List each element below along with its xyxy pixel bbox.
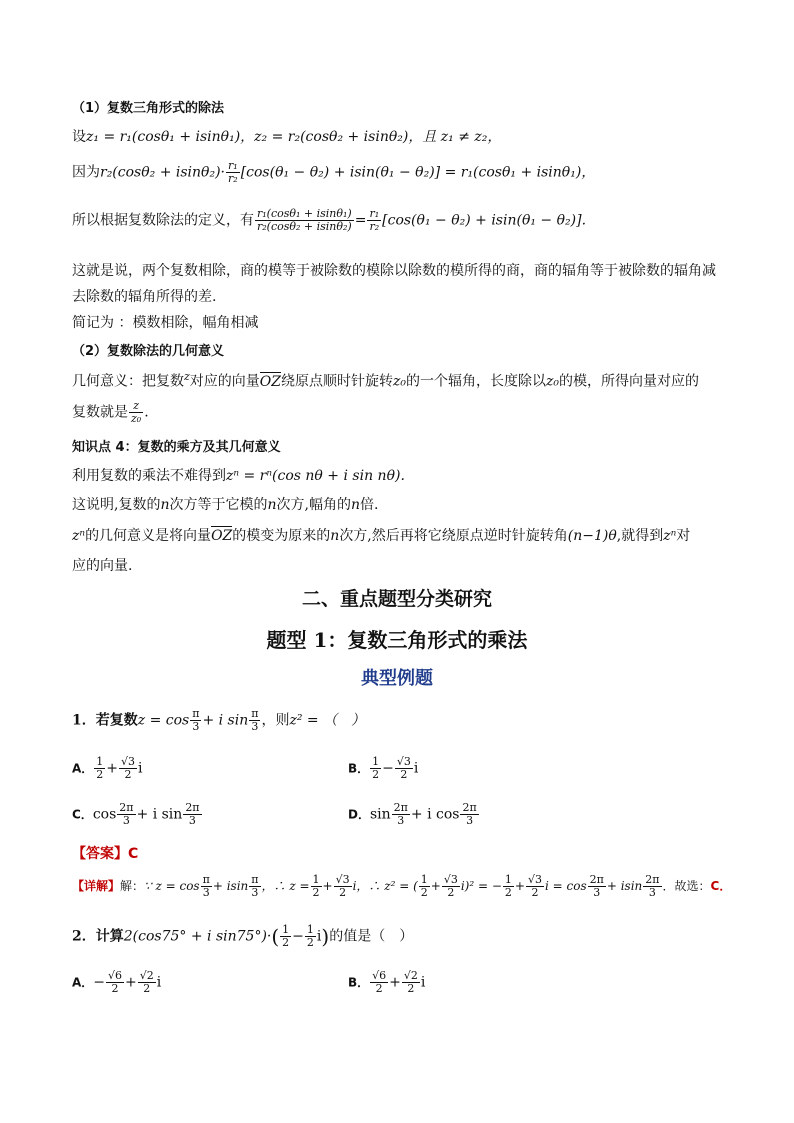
q1-option-b[interactable] bbox=[348, 756, 418, 781]
var-n: n bbox=[350, 497, 360, 513]
detail-label: 【详解】 bbox=[72, 879, 121, 893]
fraction: $\frac{√3}{2}$ bbox=[527, 873, 542, 899]
q1-option-d[interactable] bbox=[348, 802, 480, 827]
text: 的几何意义是将向量 bbox=[85, 528, 212, 544]
section-title-geometry: （2）复数除法的几何意义 bbox=[72, 344, 225, 359]
q2-option-a[interactable] bbox=[72, 970, 161, 995]
angle-expression: (n−1)θ bbox=[567, 528, 617, 544]
fraction: $\frac{2\pi}{3}$ bbox=[393, 801, 408, 827]
text: ．故选： bbox=[662, 879, 711, 893]
formula: i = cos bbox=[544, 879, 587, 893]
fraction: $\frac{2\pi}{3}$ bbox=[589, 873, 604, 899]
answer-label: 【答案】 bbox=[72, 846, 128, 862]
option-label: D． bbox=[348, 807, 370, 822]
q2-option-b[interactable] bbox=[348, 970, 425, 995]
formula: + i cos bbox=[410, 806, 460, 823]
option-label: C． bbox=[72, 807, 93, 822]
operator: − bbox=[93, 974, 106, 991]
text: 复数就是 bbox=[72, 404, 128, 421]
imaginary-unit: i bbox=[413, 760, 419, 777]
text: 的一个辐角，长度除以 bbox=[406, 373, 547, 390]
formula: ∵ z = cos bbox=[144, 879, 200, 893]
formula: + isin bbox=[212, 879, 249, 893]
operator: + bbox=[514, 879, 525, 893]
fraction-r1-r2-b: $\frac{\text{r₁}}{\text{r₂}}$ bbox=[369, 207, 380, 233]
fraction: $\frac{1}{2}$ bbox=[420, 873, 428, 899]
text: . bbox=[144, 404, 149, 421]
heading-examples: 典型例题 bbox=[361, 668, 433, 689]
fraction: $\frac{√3}{2}$ bbox=[335, 873, 350, 899]
formula: + isin bbox=[606, 879, 643, 893]
option-label: A． bbox=[72, 761, 94, 776]
fraction: $\frac{√6}{2}$ bbox=[372, 969, 387, 995]
question-number: 2．计算 bbox=[72, 928, 124, 945]
fraction: $\frac{\pi}{3}$ bbox=[251, 873, 259, 899]
detail-line bbox=[72, 874, 731, 899]
text-therefore: 所以根据复数除法的定义，有 bbox=[72, 212, 254, 229]
operator: + bbox=[125, 974, 137, 991]
operator: + bbox=[322, 879, 333, 893]
text: 绕原点顺时针旋转 bbox=[281, 373, 394, 390]
paragraph-summary: 简记为 ：模数相除，幅角相减 bbox=[72, 315, 259, 331]
formula: ，∴ z = bbox=[261, 879, 310, 893]
fraction: $\frac{2\pi}{3}$ bbox=[462, 801, 477, 827]
fraction: $\frac{2\pi}{3}$ bbox=[645, 873, 660, 899]
option-label: B． bbox=[348, 761, 370, 776]
formula: i)² = − bbox=[460, 879, 502, 893]
text: 次方,幅角的 bbox=[276, 497, 351, 513]
formula: sin bbox=[369, 806, 391, 823]
operator: + bbox=[389, 974, 401, 991]
formula-line-def bbox=[72, 126, 501, 146]
power-formula-line bbox=[72, 465, 405, 485]
operator: + bbox=[430, 879, 441, 893]
equals-sign: = bbox=[354, 212, 367, 229]
text: 对应的向量 bbox=[189, 373, 260, 390]
paragraph-line-2: 去除数的辐角所得的差. bbox=[72, 289, 217, 305]
fraction: $\frac{√6}{2}$ bbox=[108, 969, 123, 995]
knowledge-point-4-title: 知识点 4：复数的乘方及其几何意义 bbox=[72, 440, 281, 455]
paren-open: ( bbox=[271, 924, 280, 949]
fraction: $\frac{1}{2}$ bbox=[96, 755, 104, 781]
fraction-pi-3: $\frac{\pi}{3}$ bbox=[251, 707, 259, 733]
geometry-line-2 bbox=[72, 400, 149, 425]
question-1 bbox=[72, 708, 365, 733]
text: 次方等于它模的 bbox=[169, 497, 268, 513]
formula: z² = （ ） bbox=[289, 712, 366, 729]
fraction: $\frac{1}{2}$ bbox=[312, 873, 320, 899]
imaginary-unit: i bbox=[420, 974, 426, 991]
formula: z = cos bbox=[137, 712, 190, 729]
fraction: $\frac{1}{2}$ bbox=[372, 755, 380, 781]
heading-section-two: 二、重点题型分类研究 bbox=[301, 588, 492, 610]
fraction: $\frac{1}{2}$ bbox=[282, 923, 290, 949]
formula: + i sin bbox=[202, 712, 249, 729]
question-2 bbox=[72, 924, 413, 949]
var-n: n bbox=[267, 497, 277, 513]
formula-line-because bbox=[72, 160, 595, 185]
answer-line bbox=[72, 843, 138, 863]
text-because: 因为 bbox=[72, 164, 100, 181]
fraction: $\frac{√3}{2}$ bbox=[443, 873, 458, 899]
fraction: $\frac{2\pi}{3}$ bbox=[185, 801, 200, 827]
fraction: $\frac{√3}{2}$ bbox=[121, 755, 136, 781]
fraction-z1-over-z2: $\frac{\text{r₁(cosθ₁ + isinθ₁)}}{\text{r₂(cosθ₂ + isinθ₂)}}$ bbox=[257, 207, 352, 233]
fraction: $\frac{√2}{2}$ bbox=[403, 969, 418, 995]
formula-quotient: [cos(θ₁ − θ₂) + isin(θ₁ − θ₂)]. bbox=[382, 212, 587, 229]
text: 的模，所得向量对应的 bbox=[559, 373, 700, 390]
fraction-z-over-z0: $\frac{z}{\text{z₀}}$ bbox=[131, 399, 142, 425]
text-she: 设 bbox=[72, 129, 86, 145]
answer-value: C bbox=[128, 846, 139, 862]
imaginary-unit: i bbox=[138, 760, 143, 777]
formula: + i sin bbox=[136, 806, 183, 823]
var-n: n bbox=[330, 528, 340, 544]
operator: + bbox=[106, 760, 119, 777]
imaginary-unit: i bbox=[156, 974, 162, 991]
formula-de-moivre: zⁿ = rⁿ(cos nθ + i sin nθ). bbox=[226, 468, 405, 484]
formula-line-division-def bbox=[72, 208, 586, 233]
text: 的模变为原来的 bbox=[232, 528, 331, 544]
text: 利用复数的乘法不难得到 bbox=[72, 468, 226, 484]
text: 倍. bbox=[360, 497, 379, 513]
power-geometry-line-2: 应的向量. bbox=[72, 558, 133, 574]
var-z: z bbox=[184, 370, 190, 383]
formula: i，∴ z² = ( bbox=[352, 879, 418, 893]
q1-option-a[interactable] bbox=[72, 756, 143, 781]
vector-oz: OZ bbox=[259, 373, 282, 390]
var-n: n bbox=[160, 497, 170, 513]
paragraph-line-1: 这就是说，两个复数相除，商的模等于被除数的模除以除数的模所得的商，商的辐角等于被除数的辐角减 bbox=[72, 263, 716, 279]
text: 几何意义：把复数 bbox=[72, 373, 184, 390]
power-explain-line bbox=[72, 494, 378, 514]
var-z0: z₀ bbox=[546, 373, 560, 390]
formula-part2: [cos(θ₁ − θ₂) + isin(θ₁ − θ₂)] = r₁(cosθ₁ + isinθ₁)， bbox=[240, 164, 596, 181]
paren-close: ) bbox=[321, 924, 330, 949]
imaginary-unit: i bbox=[316, 928, 322, 945]
var-zn: zⁿ bbox=[72, 528, 86, 544]
var-z0: z₀ bbox=[393, 373, 407, 390]
vector-oz: OZ bbox=[211, 528, 233, 544]
fraction-r1-r2: $\frac{\text{r₁}}{\text{r₂}}$ bbox=[228, 159, 238, 185]
fraction-pi-3: $\frac{\pi}{3}$ bbox=[192, 707, 200, 733]
option-label: A． bbox=[72, 975, 94, 990]
question-number: 1．若复数 bbox=[72, 712, 138, 729]
operator: − bbox=[292, 928, 304, 945]
q1-option-c[interactable] bbox=[72, 802, 203, 827]
text: 对 bbox=[676, 528, 691, 544]
text: ，则 bbox=[261, 712, 290, 729]
fraction: $\frac{\pi}{3}$ bbox=[202, 873, 210, 899]
fraction: $\frac{√2}{2}$ bbox=[139, 969, 154, 995]
heading-type-1: 题型 1：复数三角形式的乘法 bbox=[266, 628, 528, 652]
formula: 2(cos75° + i sin75°)· bbox=[123, 928, 272, 945]
formula-part1: r₂(cosθ₂ + isinθ₂)· bbox=[100, 164, 226, 181]
formula: cos bbox=[92, 806, 117, 823]
fraction: $\frac{1}{2}$ bbox=[306, 923, 314, 949]
formula-z1-z2: z₁ = r₁(cosθ₁ + isinθ₁)，z₂ = r₂(cosθ₂ + isinθ₂)，且 z₁ ≠ z₂， bbox=[86, 129, 502, 145]
text: 这说明,复数的 bbox=[72, 497, 161, 513]
fraction: $\frac{1}{2}$ bbox=[504, 873, 512, 899]
text: 次方,然后再将它绕原点逆时针旋转角 bbox=[339, 528, 568, 544]
text: 解： bbox=[120, 879, 145, 893]
text: 的值是（ ） bbox=[329, 928, 414, 945]
text: ,就得到 bbox=[616, 528, 664, 544]
option-label: B． bbox=[348, 975, 370, 990]
section-title-division: （1）复数三角形式的除法 bbox=[72, 101, 225, 116]
power-geometry-line-1 bbox=[72, 525, 690, 545]
var-zn: zⁿ bbox=[663, 528, 677, 544]
operator: − bbox=[382, 760, 394, 777]
fraction: $\frac{√3}{2}$ bbox=[396, 755, 411, 781]
geometry-line-1 bbox=[72, 370, 699, 391]
answer-inline: C． bbox=[710, 879, 732, 893]
fraction: $\frac{2\pi}{3}$ bbox=[119, 801, 134, 827]
